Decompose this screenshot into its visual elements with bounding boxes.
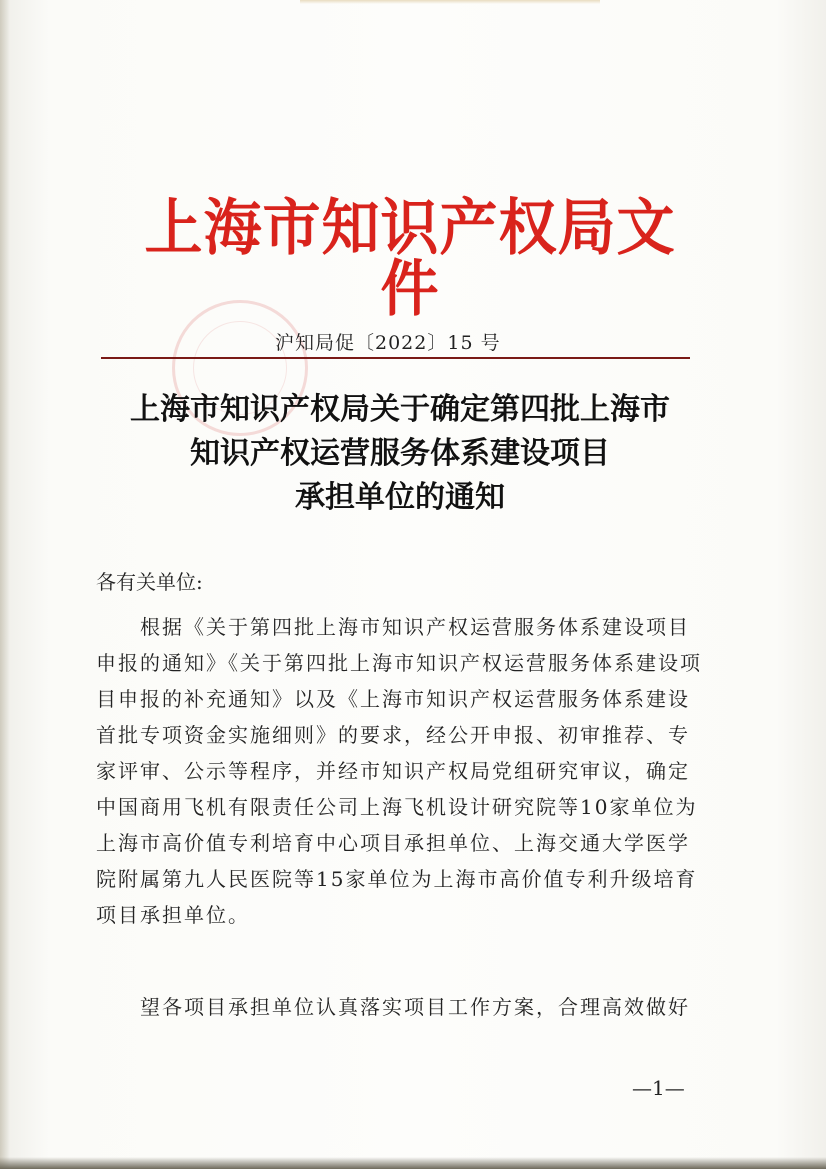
paper-edge-left (0, 0, 10, 1169)
agency-header: 上海市知识产权局文件 (144, 191, 676, 325)
paragraph-line: 院附属第九人民医院等15家单位为上海市高价值专利升级培育 (96, 867, 698, 891)
title-line: 上海市知识产权局关于确定第四批上海市 (130, 392, 670, 427)
body-paragraph-1 (96, 609, 700, 933)
paragraph-line: 首批专项资金实施细则》的要求，经公开申报、初审推荐、专 (96, 723, 690, 747)
paragraph-line: 望各项目承担单位认真落实项目工作方案，合理高效做好 (140, 995, 690, 1019)
paragraph-line: 上海市高价值专利培育中心项目承担单位、上海交通大学医学 (96, 831, 690, 855)
paper-edge-top (300, 0, 600, 4)
paragraph-line: 项目承担单位。 (96, 903, 250, 927)
document-number: 沪知局促〔2022〕15 号 (275, 332, 501, 354)
paragraph-line: 目申报的补充通知》以及《上海市知识产权运营服务体系建设 (96, 687, 690, 711)
salutation: 各有关单位: (96, 570, 203, 594)
header-divider-rule (101, 357, 690, 359)
title-line: 知识产权运营服务体系建设项目 (190, 436, 610, 471)
paragraph-line: 中国商用飞机有限责任公司上海飞机设计研究院等10家单位为 (96, 795, 698, 819)
notice-title (100, 388, 700, 520)
paragraph-line: 家评审、公示等程序，并经市知识产权局党组研究审议，确定 (96, 759, 690, 783)
page-number: —1— (632, 1076, 685, 1100)
paragraph-line: 申报的通知》《关于第四批上海市知识产权运营服务体系建设项 (96, 651, 702, 675)
paper-edge-bottom (0, 1157, 826, 1169)
paragraph-line: 根据《关于第四批上海市知识产权运营服务体系建设项目 (140, 615, 690, 639)
title-line: 承担单位的通知 (295, 480, 505, 515)
body-paragraph-2 (96, 989, 700, 1025)
